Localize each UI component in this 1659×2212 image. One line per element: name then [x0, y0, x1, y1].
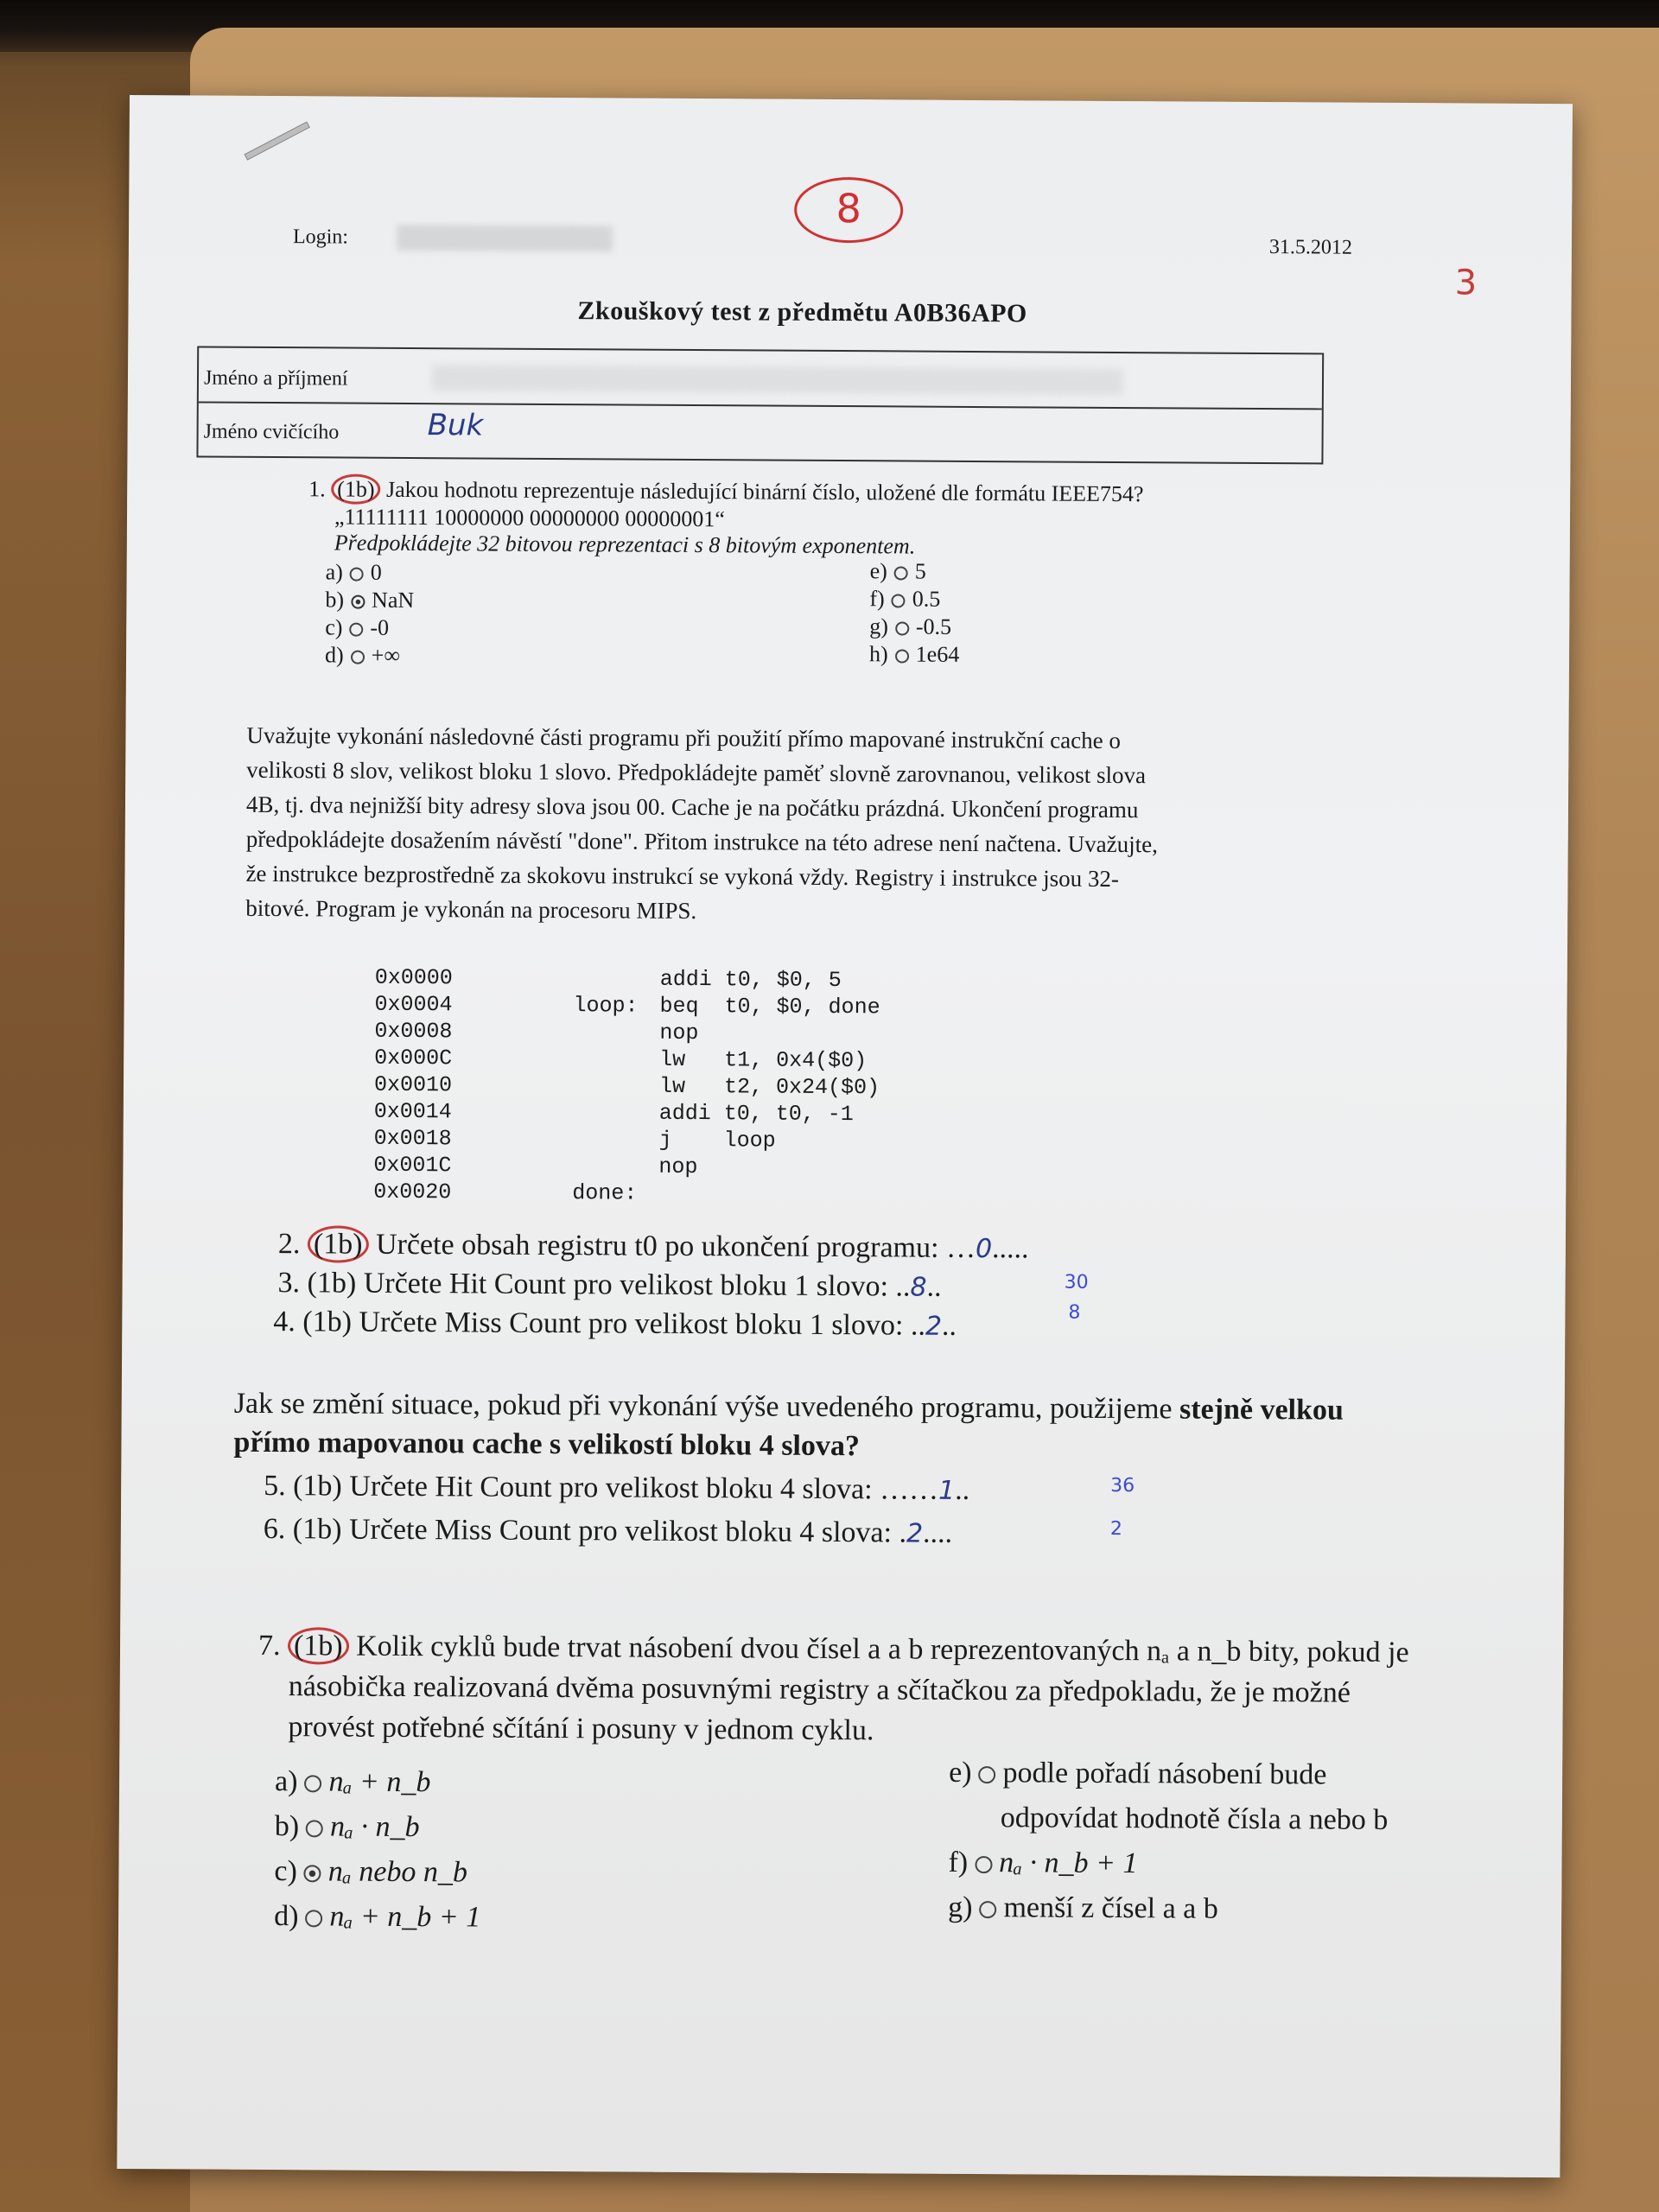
cache-intro-line: velikosti 8 slov, velikost bloku 1 slovo. Předpokládejte paměť slovně zarovnanou, velikost slova — [246, 756, 1147, 789]
q1-option-f[interactable]: f) 0.5 — [869, 586, 941, 612]
code-line: 0x0014 — [373, 1098, 452, 1125]
question-3: 3. (1b) Určete Hit Count pro velikost bloku 1 slovo: ..8.. — [277, 1267, 942, 1303]
name-row — [199, 347, 1322, 410]
q1-option-g[interactable]: g) -0.5 — [869, 613, 952, 639]
code-listing: 0x0000 addi t0, $0, 5 0x0004 loop: beq t0, $0, done 0x0008 nop 0x000C lw t1, 0x4($0) 0x0010 lw t2, 0x24($0) 0x0014 addi t0, t0, -1 0x0018 j loop 0x001C nop 0x0020 done: — [373, 964, 880, 1206]
q1-option-a[interactable]: a) 0 — [325, 559, 382, 585]
side-red-mark: 3 — [1454, 263, 1478, 303]
q7-option-e-cont: odpovídat hodnotě čísla a nebo b — [1000, 1802, 1389, 1836]
cache-intro-line: 4B, tj. dva nejnižší bity adresy slova jsou 00. Cache je na počátku prázdná. Ukončení programu — [245, 791, 1139, 823]
q7-option-g[interactable]: g) menší z čísel a a b — [948, 1891, 1218, 1925]
q4-answer: 2 — [925, 1311, 943, 1342]
name-redacted — [432, 365, 1123, 395]
question-4: 4. (1b) Určete Miss Count pro velikost bloku 1 slovo: ..2.. — [273, 1306, 957, 1342]
grade-mark: 8 — [794, 177, 903, 244]
q7-options-right — [948, 1751, 1389, 1933]
code-line: 0x000C — [374, 1045, 453, 1071]
code-line: 0x0004 — [374, 991, 453, 1018]
block4-intro-bold: přímo mapovanou cache s velikostí bloku 4 slova? — [233, 1426, 861, 1463]
q5-note: 36 — [1110, 1474, 1135, 1497]
cache-intro-line: bitové. Program je vykonán na procesoru MIPS. — [245, 894, 697, 925]
q7-option-d[interactable]: d) nₐ + n_b + 1 — [274, 1900, 481, 1934]
q1-option-d[interactable]: d) +∞ — [324, 642, 401, 668]
q7-option-f[interactable]: f) nₐ · n_b + 1 — [948, 1846, 1138, 1880]
q1-hint: Předpokládejte 32 bitovou reprezentaci s 8 bitovým exponentem. — [334, 530, 916, 559]
tutor-handwritten: Buk — [427, 408, 484, 443]
q1-option-b[interactable]: b) NaN — [325, 587, 415, 613]
exam-paper — [117, 95, 1573, 2177]
question-5: 5. (1b) Určete Hit Count pro velikost bloku 4 slova: ……1.. — [264, 1469, 970, 1506]
cache-intro-line: že instrukce bezprostředně za skokovu instrukcí se vykoná vždy. Registry i instrukce jsou 32- — [245, 860, 1120, 893]
q6-answer: 2 — [906, 1518, 924, 1549]
code-line: 0x0020 — [373, 1179, 452, 1205]
q7-option-a[interactable]: a) nₐ + n_b — [274, 1765, 431, 1799]
q1-points: (1b) — [331, 474, 381, 504]
q1-option-h[interactable]: h) 1e64 — [868, 641, 960, 667]
q4-note: 8 — [1068, 1301, 1081, 1324]
q2-answer: 0 — [975, 1234, 993, 1265]
exam-title: Zkouškový test z předmětu A0B36APO — [577, 296, 1027, 328]
code-line: 0x0010 — [373, 1071, 453, 1098]
q7-option-b[interactable]: b) nₐ · n_b — [274, 1810, 420, 1844]
q7-line3: provést potřebné sčítání i posuny v jednom cyklu. — [288, 1711, 874, 1747]
q1-binary: „11111111 10000000 00000000 00000001“ — [334, 504, 725, 532]
q7-line2: násobička realizovaná dvěma posuvnými registry a sčítačkou za předpokladu, že je možné — [288, 1670, 1351, 1709]
q2-points: (1b) — [308, 1225, 369, 1262]
code-line: 0x0018 — [373, 1125, 452, 1152]
login-redacted — [397, 225, 613, 252]
q3-note: 30 — [1064, 1271, 1089, 1294]
q7-points: (1b) — [288, 1627, 349, 1664]
question-6: 6. (1b) Určete Miss Count pro velikost bloku 4 slova: .2.... — [263, 1512, 953, 1549]
q7-options-left — [274, 1759, 481, 1940]
question-7: 7. (1b) Kolik cyklů bude trvat násobení dvou čísel a a b reprezentovaných nₐ a n_b bity, pokud je — [258, 1630, 1409, 1669]
q1-number: 1. — [308, 476, 326, 502]
q1-option-e[interactable]: e) 5 — [869, 558, 926, 584]
q1-option-c[interactable]: c) -0 — [325, 614, 390, 640]
question-2: 2. (1b) Určete obsah registru t0 po ukončení programu: …0..... — [278, 1228, 1029, 1265]
login-label: Login: — [292, 226, 349, 249]
q1-options-left — [325, 558, 415, 670]
cache-intro-line: Uvažujte vykonání následovné části programu při použití přímo mapované instrukční cache o — [246, 721, 1122, 754]
staple — [245, 121, 310, 160]
name-label: Jméno a příjmení — [203, 366, 348, 391]
name-box — [196, 346, 1324, 464]
block4-intro: Jak se změní situace, pokud při vykonání výše uvedeného programu, použijeme stejně velkou — [233, 1387, 1344, 1427]
q7-option-c[interactable]: c) nₐ nebo n_b — [274, 1855, 468, 1889]
tutor-row — [198, 401, 1321, 461]
exam-date: 31.5.2012 — [1268, 236, 1353, 259]
q1-options-right — [869, 557, 960, 669]
cache-intro-line: předpokládejte dosažením návěstí "done". Přitom instrukce na této adrese není načtena. Uvažujte, — [245, 825, 1159, 858]
q6-note: 2 — [1109, 1517, 1122, 1541]
tutor-label: Jméno cvičícího — [203, 420, 340, 444]
q5-answer: 1 — [938, 1475, 956, 1506]
code-line: 0x0000 — [374, 964, 453, 991]
q1-text: Jakou hodnotu reprezentuje následující binární číslo, uložené dle formátu IEEE754? — [385, 476, 1144, 507]
q7-option-e[interactable]: e) podle pořadí násobení bude — [949, 1756, 1327, 1791]
code-line: 0x0008 — [374, 1018, 453, 1045]
code-line: 0x001C — [373, 1152, 452, 1179]
cache-intro-paragraph — [245, 718, 1430, 932]
q3-answer: 8 — [910, 1272, 927, 1303]
